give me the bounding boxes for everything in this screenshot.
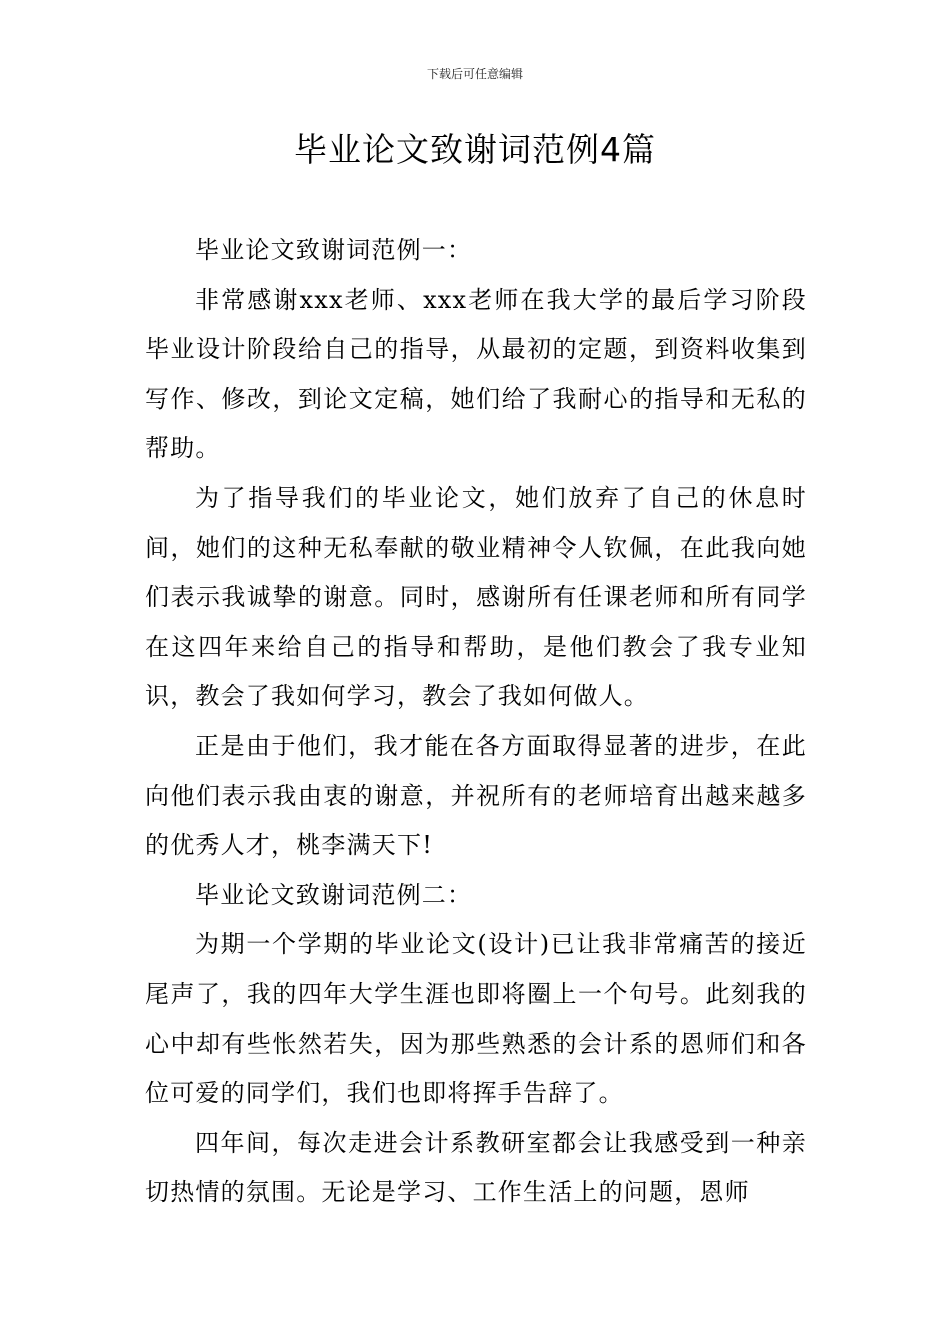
document-title: 毕业论文致谢词范例4篇 bbox=[294, 130, 656, 169]
body-paragraph: 为了指导我们的毕业论文，她们放弃了自己的休息时间，她们的这种无私奉献的敬业精神令人钦佩，在此我向她们表示我诚挚的谢意。同时，感谢所有任课老师和所有同学在这四年来给自己的指导和帮助，是他们教会了我专业知识，教会了我如何学习，教会了我如何做人。 bbox=[145, 483, 807, 711]
header-note: 下载后可任意编辑 bbox=[426, 67, 523, 81]
body-paragraph: 为期一个学期的毕业论文(设计)已让我非常痛苦的接近尾声了，我的四年大学生涯也即将圈上一个句号。此刻我的心中却有些怅然若失，因为那些熟悉的会计系的恩师们和各位可爱的同学们，我们也即将挥手告辞了。 bbox=[145, 930, 807, 1108]
body-paragraph: 正是由于他们，我才能在各方面取得显著的进步，在此向他们表示我由衷的谢意，并祝所有的老师培育出越来越多的优秀人才，桃李满天下! bbox=[145, 731, 807, 860]
section-heading-1: 毕业论文致谢词范例一： bbox=[195, 236, 473, 264]
section-heading-2: 毕业论文致谢词范例二： bbox=[195, 880, 473, 909]
body-paragraph: 非常感谢xxx老师、xxx老师在我大学的最后学习阶段毕业设计阶段给自己的指导，从最初的定题，到资料收集到写作、修改，到论文定稿，她们给了我耐心的指导和无私的帮助。 bbox=[145, 285, 807, 463]
document-body bbox=[145, 226, 807, 1218]
body-paragraph: 四年间，每次走进会计系教研室都会让我感受到一种亲切热情的氛围。无论是学习、工作生活上的问题，恩师 bbox=[145, 1128, 807, 1207]
